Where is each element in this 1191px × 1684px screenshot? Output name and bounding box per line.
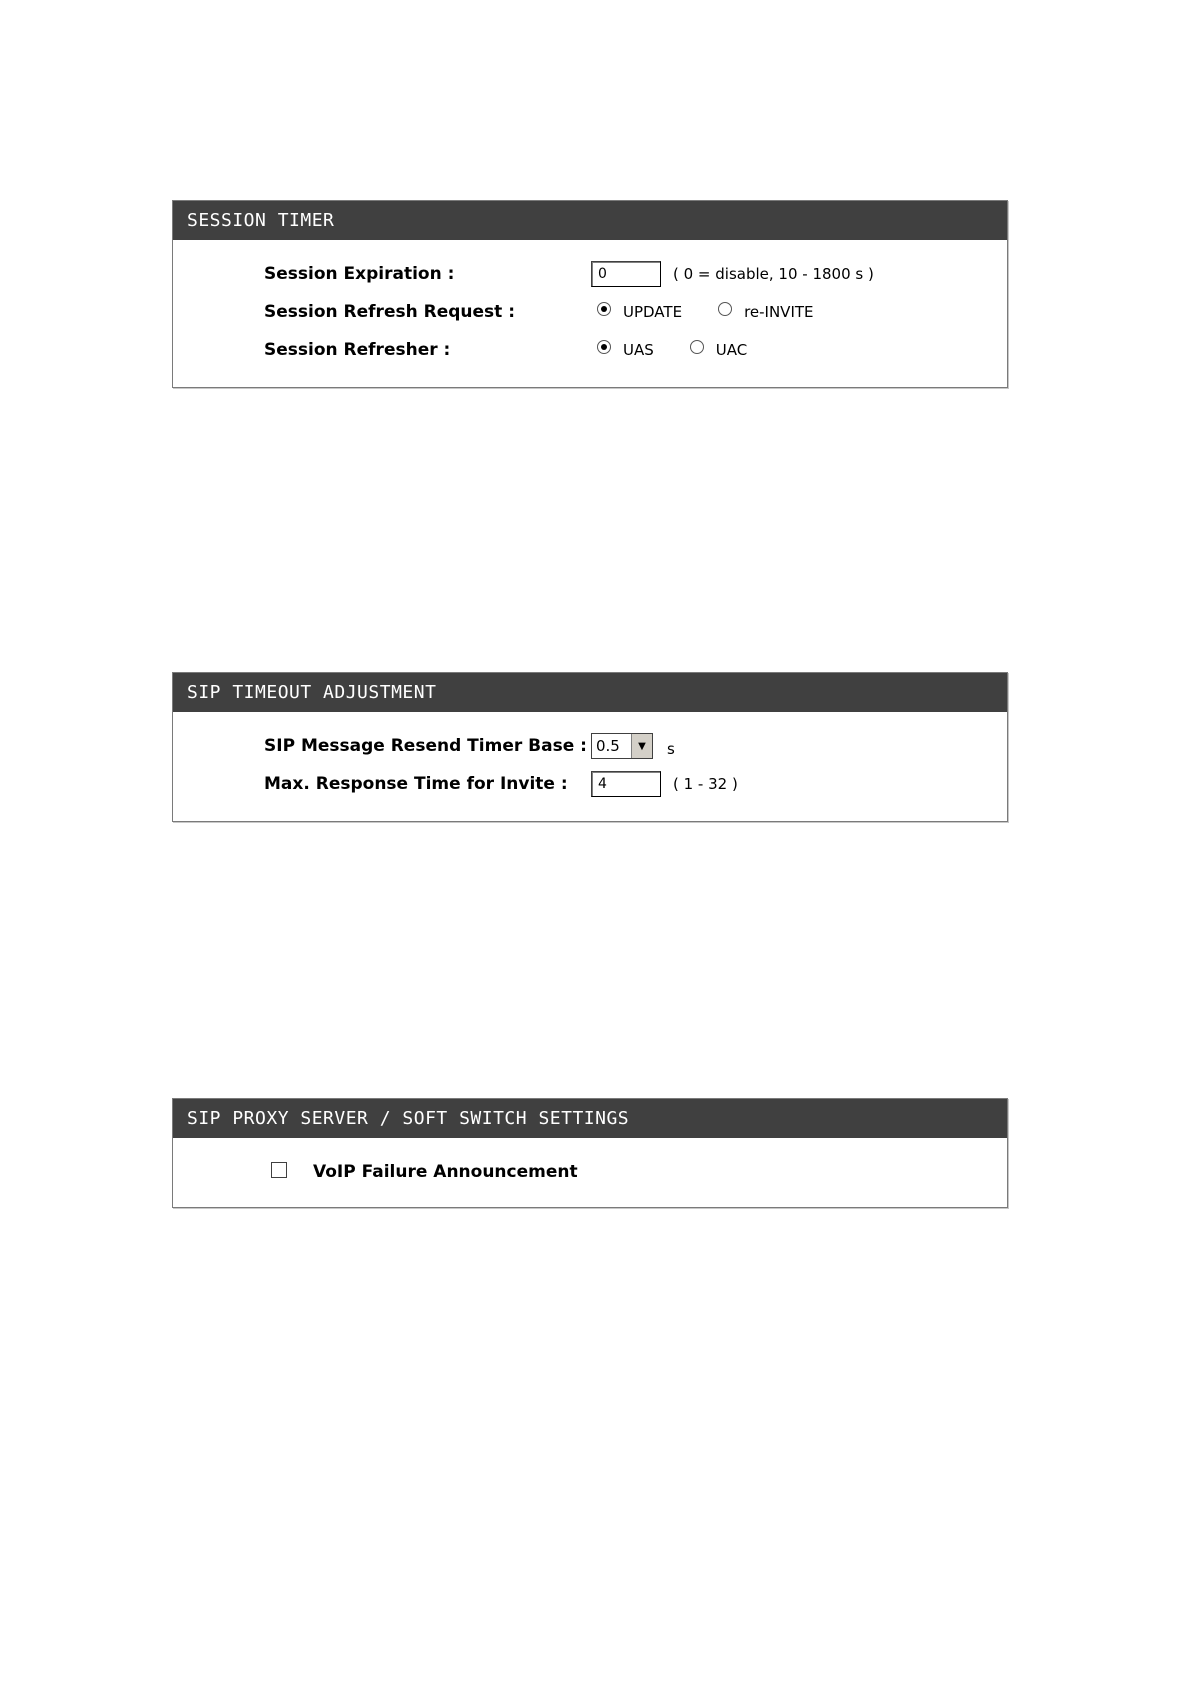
resend-timer-field bbox=[591, 732, 675, 760]
max-response-row bbox=[173, 770, 1007, 798]
chevron-down-icon[interactable]: ▼ bbox=[631, 734, 652, 758]
session-timer-panel bbox=[172, 200, 1008, 388]
session-refresh-request-label: Session Refresh Request : bbox=[264, 302, 515, 322]
session-refresh-request-field bbox=[597, 298, 850, 326]
session-expiration-row bbox=[173, 260, 1007, 288]
sip-timeout-panel bbox=[172, 672, 1008, 822]
voip-failure-label: VoIP Failure Announcement bbox=[313, 1162, 578, 1182]
radio-uac[interactable] bbox=[690, 340, 704, 354]
sip-timeout-header: SIP TIMEOUT ADJUSTMENT bbox=[173, 673, 1007, 712]
session-refresher-label: Session Refresher : bbox=[264, 340, 451, 360]
session-expiration-hint: ( 0 = disable, 10 - 1800 s ) bbox=[673, 265, 874, 283]
session-expiration-input[interactable] bbox=[591, 261, 661, 287]
radio-option-uas[interactable] bbox=[597, 341, 654, 359]
radio-update-label: UPDATE bbox=[623, 303, 683, 321]
voip-failure-checkbox[interactable] bbox=[271, 1162, 287, 1178]
radio-uac-label: UAC bbox=[715, 341, 748, 359]
max-response-label: Max. Response Time for Invite : bbox=[264, 774, 568, 794]
sip-proxy-header: SIP PROXY SERVER / SOFT SWITCH SETTINGS bbox=[173, 1099, 1007, 1138]
session-timer-header: SESSION TIMER bbox=[173, 201, 1007, 240]
resend-timer-select-value: 0.5 bbox=[596, 737, 620, 755]
sip-proxy-panel bbox=[172, 1098, 1008, 1208]
resend-timer-row bbox=[173, 732, 1007, 760]
resend-timer-unit: s bbox=[667, 740, 675, 758]
radio-option-reinvite[interactable] bbox=[718, 303, 813, 321]
session-expiration-field bbox=[591, 260, 874, 288]
session-refresher-field bbox=[597, 336, 783, 364]
session-expiration-label: Session Expiration : bbox=[264, 264, 455, 284]
radio-uas-label: UAS bbox=[623, 341, 654, 359]
resend-timer-select[interactable] bbox=[591, 733, 653, 759]
radio-option-update[interactable] bbox=[597, 303, 682, 321]
resend-timer-label: SIP Message Resend Timer Base : bbox=[264, 736, 587, 756]
max-response-hint: ( 1 - 32 ) bbox=[673, 775, 738, 793]
radio-reinvite[interactable] bbox=[718, 302, 732, 316]
session-refresher-row bbox=[173, 336, 1007, 364]
session-refresh-request-row bbox=[173, 298, 1007, 326]
radio-uas[interactable] bbox=[597, 340, 611, 354]
radio-option-uac[interactable] bbox=[690, 341, 747, 359]
max-response-field bbox=[591, 770, 738, 798]
radio-update[interactable] bbox=[597, 302, 611, 316]
voip-failure-row[interactable] bbox=[271, 1158, 578, 1186]
max-response-input[interactable] bbox=[591, 771, 661, 797]
radio-reinvite-label: re-INVITE bbox=[744, 303, 814, 321]
